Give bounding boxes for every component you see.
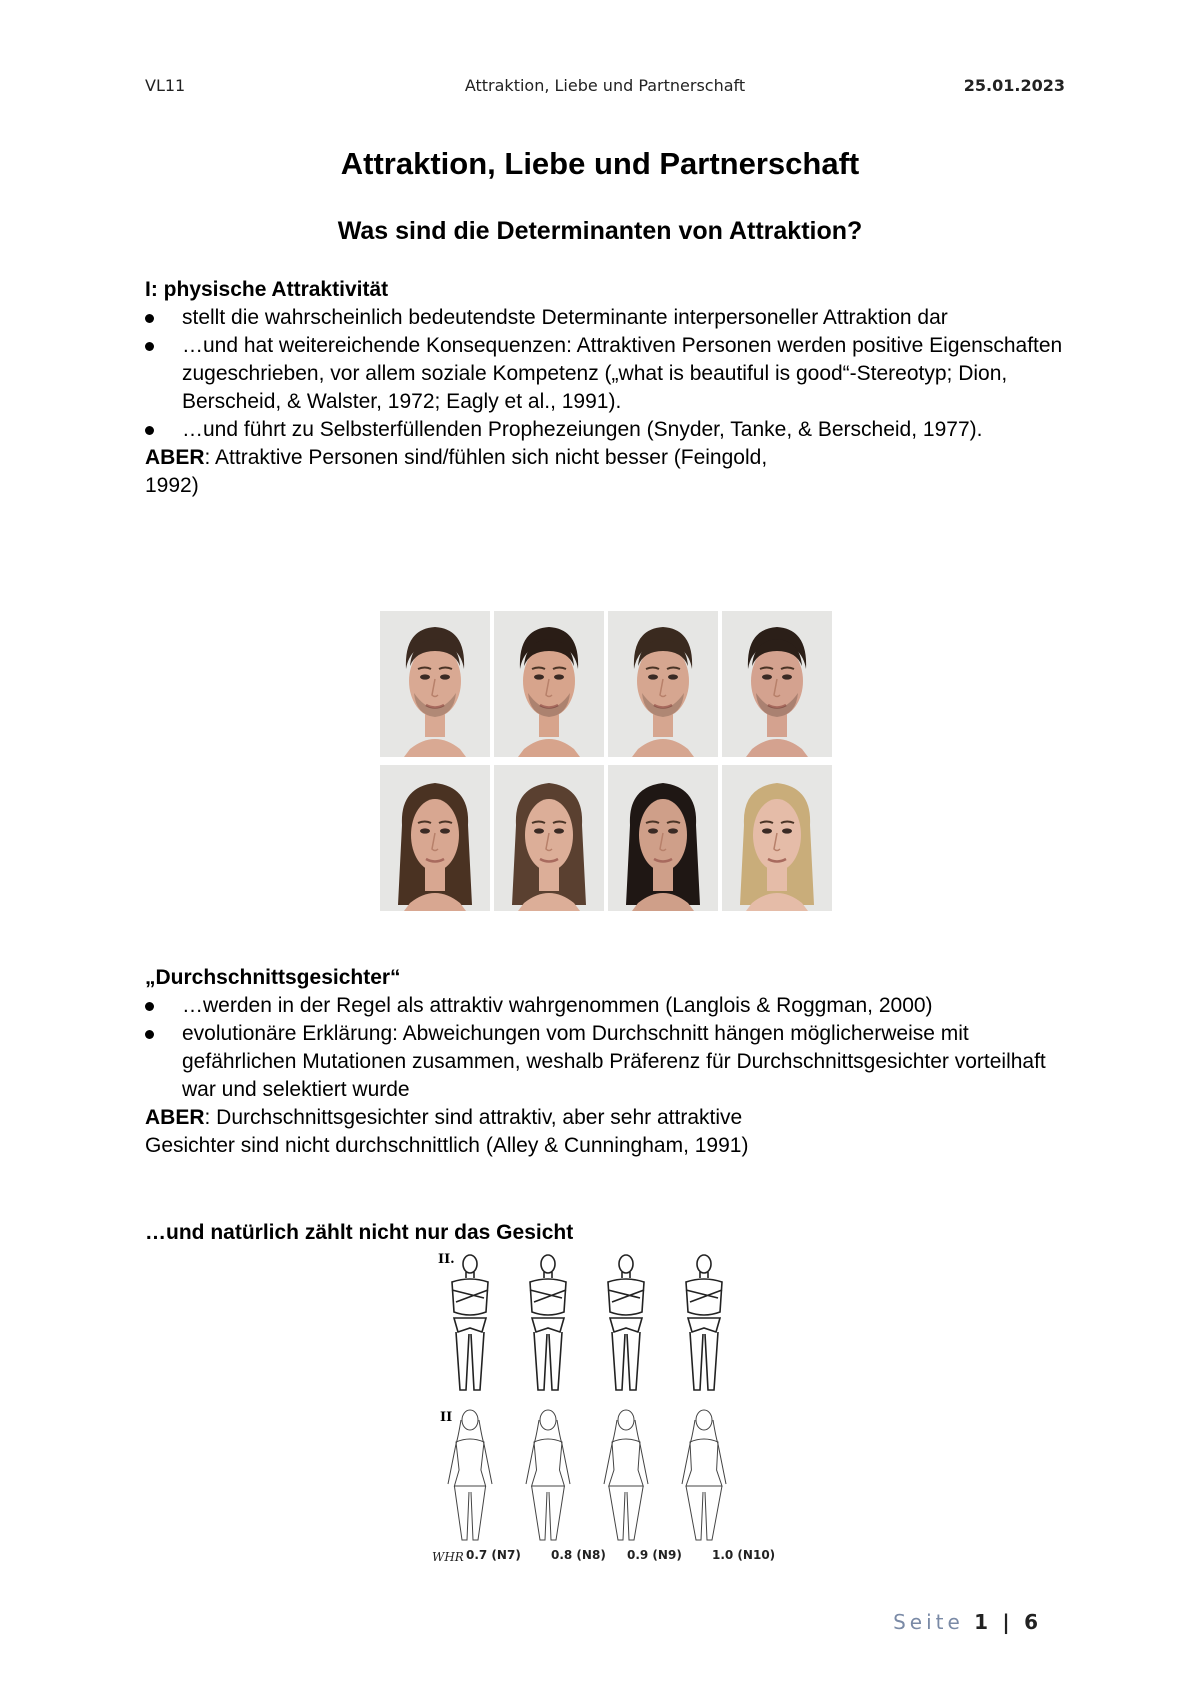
list-item: …und hat weitereichende Konsequenzen: Attraktiven Personen werden positive Eigenschaften zugeschrieben, vor allem soziale Kompetenz („what is beautiful is good“-Stereotyp; Dion, Berscheid, & Walster, 1972; Eagly et al., 1991). — [145, 332, 1075, 416]
aber-label: ABER — [145, 446, 205, 469]
face-photo — [380, 765, 490, 911]
face-photo-grid — [380, 611, 832, 911]
male-figure — [608, 1255, 644, 1390]
face-photo — [722, 765, 832, 911]
female-figure — [448, 1410, 492, 1540]
male-figure — [530, 1255, 566, 1390]
female-figure — [604, 1410, 648, 1540]
bullet-list — [145, 992, 1075, 1104]
aber-note — [145, 1104, 1075, 1160]
page-subtitle: Was sind die Determinanten von Attraktion? — [337, 217, 863, 245]
face-photo — [380, 611, 490, 757]
header-date: 25.01.2023 — [963, 76, 1065, 95]
list-item: evolutionäre Erklärung: Abweichungen vom Durchschnitt hängen möglicherweise mit gefährlichen Mutationen zusammen, weshalb Präferenz für Durchschnittsgesichter vorteilhaft war und selektiert wurde — [145, 1020, 1075, 1104]
face-photo — [494, 611, 604, 757]
footer-page-number: 1 — [974, 1610, 993, 1634]
section-body — [145, 1219, 1075, 1247]
face-photo — [608, 765, 718, 911]
aber-note — [145, 444, 1075, 500]
whr-value: 0.9 (N9) — [627, 1548, 682, 1562]
list-item: …und führt zu Selbsterfüllenden Prophezeiungen (Snyder, Tanke, & Berscheid, 1977). — [145, 416, 1075, 444]
page-footer — [893, 1610, 1042, 1634]
footer-separator: | — [1002, 1610, 1014, 1634]
aber-label: ABER — [145, 1106, 205, 1129]
footer-prefix: Seite — [893, 1610, 964, 1634]
section-heading: I: physische Attraktivität — [145, 278, 389, 301]
body-figure-illustration — [430, 1252, 790, 1572]
figure-label-men: II. — [438, 1252, 455, 1267]
header-topic: Attraktion, Liebe und Partnerschaft — [464, 76, 746, 95]
body-silhouettes — [430, 1252, 790, 1572]
section-physical-attractiveness — [145, 276, 1075, 500]
aber-text: : Durchschnittsgesichter sind attraktiv, aber sehr attraktive — [204, 1106, 743, 1129]
whr-label: WHR — [432, 1550, 464, 1564]
face-photo — [722, 611, 832, 757]
page-title: Attraktion, Liebe und Partnerschaft — [340, 146, 860, 181]
section-heading: …und natürlich zählt nicht nur das Gesicht — [145, 1221, 574, 1244]
list-item: stellt die wahrscheinlich bedeutendste Determinante interpersoneller Attraktion dar — [145, 304, 1075, 332]
aber-text: Gesichter sind nicht durchschnittlich (Alley & Cunningham, 1991) — [145, 1134, 749, 1157]
header-course: VL11 — [145, 76, 186, 95]
aber-text: : Attraktive Personen sind/fühlen sich nicht besser (Feingold, — [204, 446, 768, 469]
face-photo — [608, 611, 718, 757]
male-figure — [686, 1255, 722, 1390]
section-heading: „Durchschnittsgesichter“ — [145, 966, 401, 989]
whr-value: 0.8 (N8) — [551, 1548, 606, 1562]
male-figure — [452, 1255, 488, 1390]
face-photo — [494, 765, 604, 911]
page-header — [145, 76, 1065, 102]
bullet-list — [145, 304, 1075, 444]
whr-value: 0.7 (N7) — [466, 1548, 521, 1562]
female-figure — [526, 1410, 570, 1540]
figure-label-women: II — [440, 1410, 453, 1425]
section-average-faces — [145, 964, 1075, 1160]
list-item: …werden in der Regel als attraktiv wahrgenommen (Langlois & Roggman, 2000) — [145, 992, 1075, 1020]
aber-text: 1992) — [145, 474, 199, 497]
whr-value: 1.0 (N10) — [712, 1548, 776, 1562]
footer-page-total: 6 — [1024, 1610, 1042, 1634]
female-figure — [682, 1410, 726, 1540]
